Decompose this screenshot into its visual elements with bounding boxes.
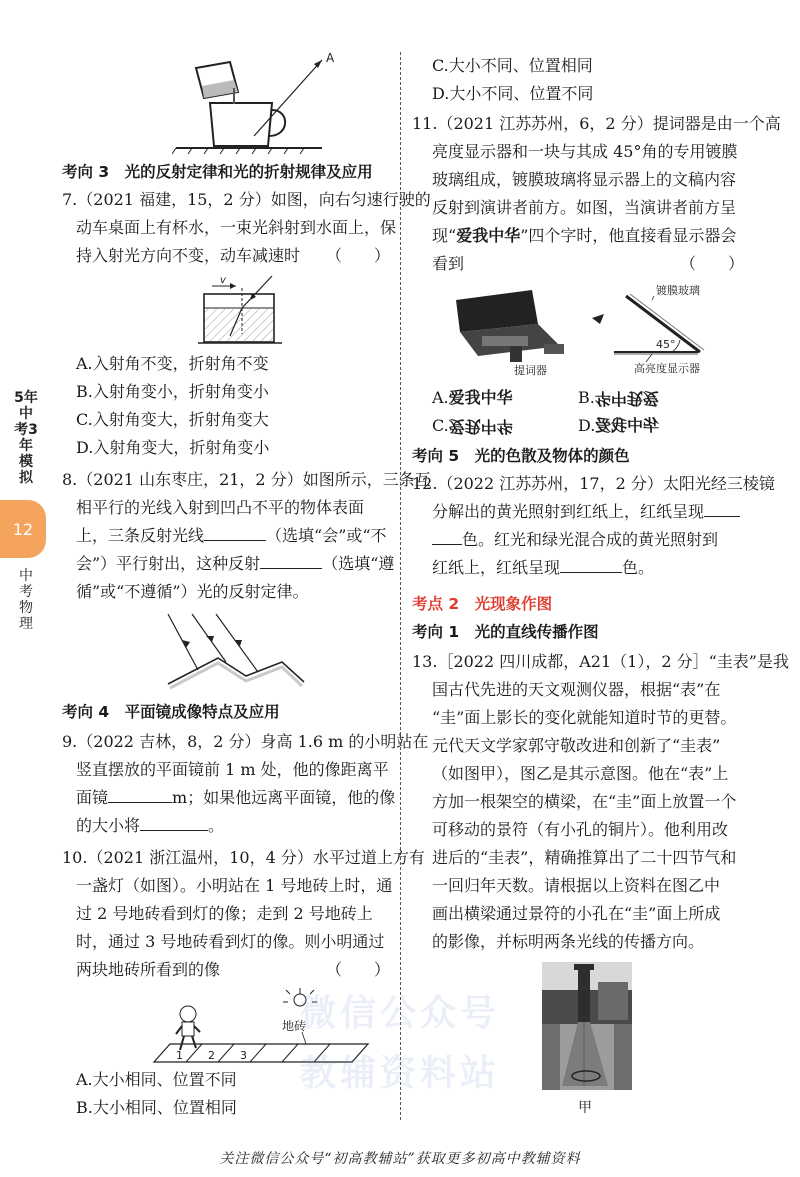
q13-line-9: 一回归年天数。请根据以上资料在图乙中 (432, 876, 721, 895)
q8-line-4 (76, 550, 394, 578)
eye-icon (592, 314, 604, 324)
q13-line-11: 的影像，并标明两条光线的传播方向。 (432, 932, 705, 951)
q11-option-c (432, 412, 513, 440)
q13-line-1: 13.［2022 四川成都，A21（1），2 分］“圭表”是我 (412, 652, 789, 671)
q11-line-2: 亮度显示器和一块与其成 45°角的专用镀膜 (432, 142, 738, 161)
q10-option-d: D.大小不同、位置不同 (432, 84, 594, 103)
q11-answer-paren: （ ） (680, 254, 745, 273)
q8-diffuse-reflection-figure (162, 612, 312, 692)
q8-line-4-b: （选填“遵 (322, 554, 395, 573)
q11-option-a (432, 384, 513, 412)
q11-option-b-text: 华中我爱 (594, 389, 659, 408)
q8-line-3-a: 上，三条反射光线 (76, 526, 205, 545)
q9-line-3-a: 面镜 (76, 788, 109, 807)
q11-line-4: 反射到演讲者前方。如图，当演讲者前方呈 (432, 198, 737, 217)
page-number-tab: 12 (0, 500, 46, 558)
q11-option-c-text: 爱我中华 (448, 417, 513, 436)
q9-line-3 (76, 784, 395, 812)
book-title: 5年中考3年模拟 (14, 390, 38, 486)
q10-line-4: 时，通过 3 号地砖看到灯的像。则小明通过 (76, 932, 385, 951)
direction-1-heading: 考向 1 光的直线传播作图 (412, 623, 599, 641)
watermark-line-2: 教辅资料站 (300, 1053, 501, 1094)
direction-5-heading: 考向 5 光的色散及物体的颜色 (412, 447, 630, 465)
page-footer: 关注微信公众号“初高教辅站”获取更多初高中教辅资料 (219, 1151, 581, 1167)
q12-line-2 (432, 498, 740, 526)
q11-option-b-letter: B. (578, 388, 595, 407)
q11-line-1: 11.（2021 江苏苏州，6，2 分）提词器是由一个高 (412, 114, 781, 133)
tile-3-label: 3 (240, 1049, 247, 1062)
q12-blank-2[interactable] (560, 554, 622, 573)
q13-line-5: （如图甲），图乙是其示意图。他在“表”上 (432, 764, 729, 783)
q8-blank-1[interactable] (204, 522, 266, 541)
q12-blank-1a[interactable] (704, 498, 740, 517)
watermark-line-1: 微信公众号 (300, 993, 501, 1034)
q8-line-4-a: 会”）平行射出，这种反射 (76, 554, 261, 573)
pouring-cup-figure (172, 48, 352, 156)
q12-line-3-b: 色。红光和绿光混合成的黄光照射到 (462, 530, 719, 549)
q13-line-8: 进后的“圭表”，精确推算出了二十四节气和 (432, 848, 737, 867)
fig-label-display: 高亮度显示器 (634, 362, 700, 375)
q7-answer-paren: （ ） (326, 246, 391, 265)
tile-2-label: 2 (208, 1049, 215, 1062)
q11-line-6: 看到 (432, 254, 465, 273)
q7-water-tank-figure (192, 274, 322, 346)
q11-option-d (578, 412, 659, 440)
q11-prompter-figure (448, 280, 748, 380)
q8-blank-2[interactable] (260, 550, 322, 569)
q11-option-a-text: 爱我中华 (448, 388, 513, 407)
q13-line-4: 元代天文学家郭守敬改进和创新了“圭表” (432, 736, 721, 755)
q12-line-4 (432, 554, 654, 582)
q7-line-1: 7.（2021 福建，15，2 分）如图，向右匀速行驶的 (62, 190, 431, 209)
q9-line-4-a: 的大小将 (76, 816, 141, 835)
q10-answer-paren: （ ） (326, 960, 391, 979)
q11-line-5-c: ”四个字时，他直接看显示器会 (520, 226, 737, 245)
q11-option-d-text: 华中我爱 (595, 416, 660, 435)
q13-photo-caption: 甲 (578, 1100, 592, 1116)
direction-3-heading: 考向 3 光的反射定律和光的折射规律及应用 (62, 163, 373, 181)
q9-blank-1[interactable] (108, 784, 172, 803)
q9-line-3-b: m；如果他远离平面镜，他的像 (172, 788, 396, 807)
q11-line-5-a: 现“ (432, 226, 457, 245)
fig-tile-label: 地砖 (282, 1019, 307, 1033)
q13-guibiao-photo (542, 962, 632, 1090)
q7-option-d: D.入射角变大，折射角变小 (76, 438, 270, 457)
q13-line-7: 可移动的景符（有小孔的铜片）。他利用改 (432, 820, 729, 839)
q10-floor-tile-figure (152, 984, 392, 1064)
direction-4-heading: 考向 4 平面镜成像特点及应用 (62, 703, 280, 721)
q13-line-3: “圭”面上影长的变化就能知道时节的更替。 (432, 708, 737, 727)
q9-line-4 (76, 812, 224, 840)
fig-label-glass: 镀膜玻璃 (656, 284, 700, 297)
q7-option-b: B.入射角变小，折射角变小 (76, 382, 269, 401)
q10-line-5: 两块地砖所看到的像 (76, 960, 221, 979)
fig-label-a: A (326, 51, 335, 65)
q11-line-5 (432, 222, 736, 250)
fig-caption-prompter: 提词器 (514, 364, 547, 377)
q10-line-1: 10.（2021 浙江温州，10，4 分）水平过道上方有 (62, 848, 425, 867)
tile-1-label: 1 (176, 1049, 183, 1062)
prompter-photo (456, 290, 564, 362)
q9-blank-2[interactable] (140, 812, 208, 831)
q8-line-3 (76, 522, 387, 550)
q8-line-3-b: （选填“会”或“不 (266, 526, 387, 545)
q12-line-4-b: 色。 (622, 558, 655, 577)
point-2-heading: 考点 2 光现象作图 (412, 595, 553, 613)
q11-option-a-letter: A. (432, 388, 449, 407)
q12-blank-1b[interactable] (432, 526, 462, 545)
subject-label: 中考物理 (19, 568, 33, 632)
q11-line-5-b: 爱我中华 (456, 226, 521, 245)
q10-option-b: B.大小相同、位置相同 (76, 1098, 237, 1117)
lamp-icon (283, 988, 317, 1006)
q12-line-1: 12.（2022 江苏苏州，17，2 分）太阳光经三棱镜 (412, 474, 775, 493)
q9-line-4-b: 。 (208, 816, 225, 835)
q13-line-10: 画出横梁通过景符的小孔在“圭”面上所成 (432, 904, 721, 923)
fig-label-v: v (220, 275, 226, 286)
q11-option-b (578, 384, 659, 412)
q7-line-3: 持入射光方向不变，动车减速时 (76, 246, 301, 265)
q11-option-d-letter: D. (578, 416, 596, 435)
q10-line-2: 一盏灯（如图）。小明站在 1 号地砖上时，通 (76, 876, 393, 895)
q12-line-3 (432, 526, 718, 554)
q9-line-2: 竖直摆放的平面镜前 1 m 处，他的像距离平 (76, 760, 389, 779)
q7-option-a: A.入射角不变，折射角不变 (76, 354, 269, 373)
q13-line-2: 国古代先进的天文观测仪器，根据“表”在 (432, 680, 721, 699)
q7-line-2: 动车桌面上有杯水，一束光斜射到水面上，保 (76, 218, 397, 237)
fig-label-angle: 45° (656, 338, 676, 351)
q12-line-4-a: 红纸上，红纸呈现 (432, 558, 561, 577)
q9-line-1: 9.（2022 吉林，8，2 分）身高 1.6 m 的小明站在 (62, 732, 429, 751)
q13-line-6: 方加一根架空的横梁，在“圭”面上放置一个 (432, 792, 737, 811)
q11-option-c-letter: C. (432, 416, 449, 435)
q10-line-3: 过 2 号地砖看到灯的像；走到 2 号地砖上 (76, 904, 373, 923)
q8-line-2: 相平行的光线入射到凹凸不平的物体表面 (76, 498, 365, 517)
q12-line-2-a: 分解出的黄光照射到红纸上，红纸呈现 (432, 502, 705, 521)
q7-option-c: C.入射角变大，折射角变大 (76, 410, 269, 429)
q10-option-a: A.大小相同、位置不同 (76, 1070, 237, 1089)
q10-option-c: C.大小不同、位置相同 (432, 56, 593, 75)
q11-line-3: 玻璃组成，镀膜玻璃将显示器上的文稿内容 (432, 170, 737, 189)
q8-line-5: 循”或“不遵循”）光的反射定律。 (76, 582, 309, 601)
q8-line-1: 8.（2021 山东枣庄，21，2 分）如图所示，三条互 (62, 470, 431, 489)
